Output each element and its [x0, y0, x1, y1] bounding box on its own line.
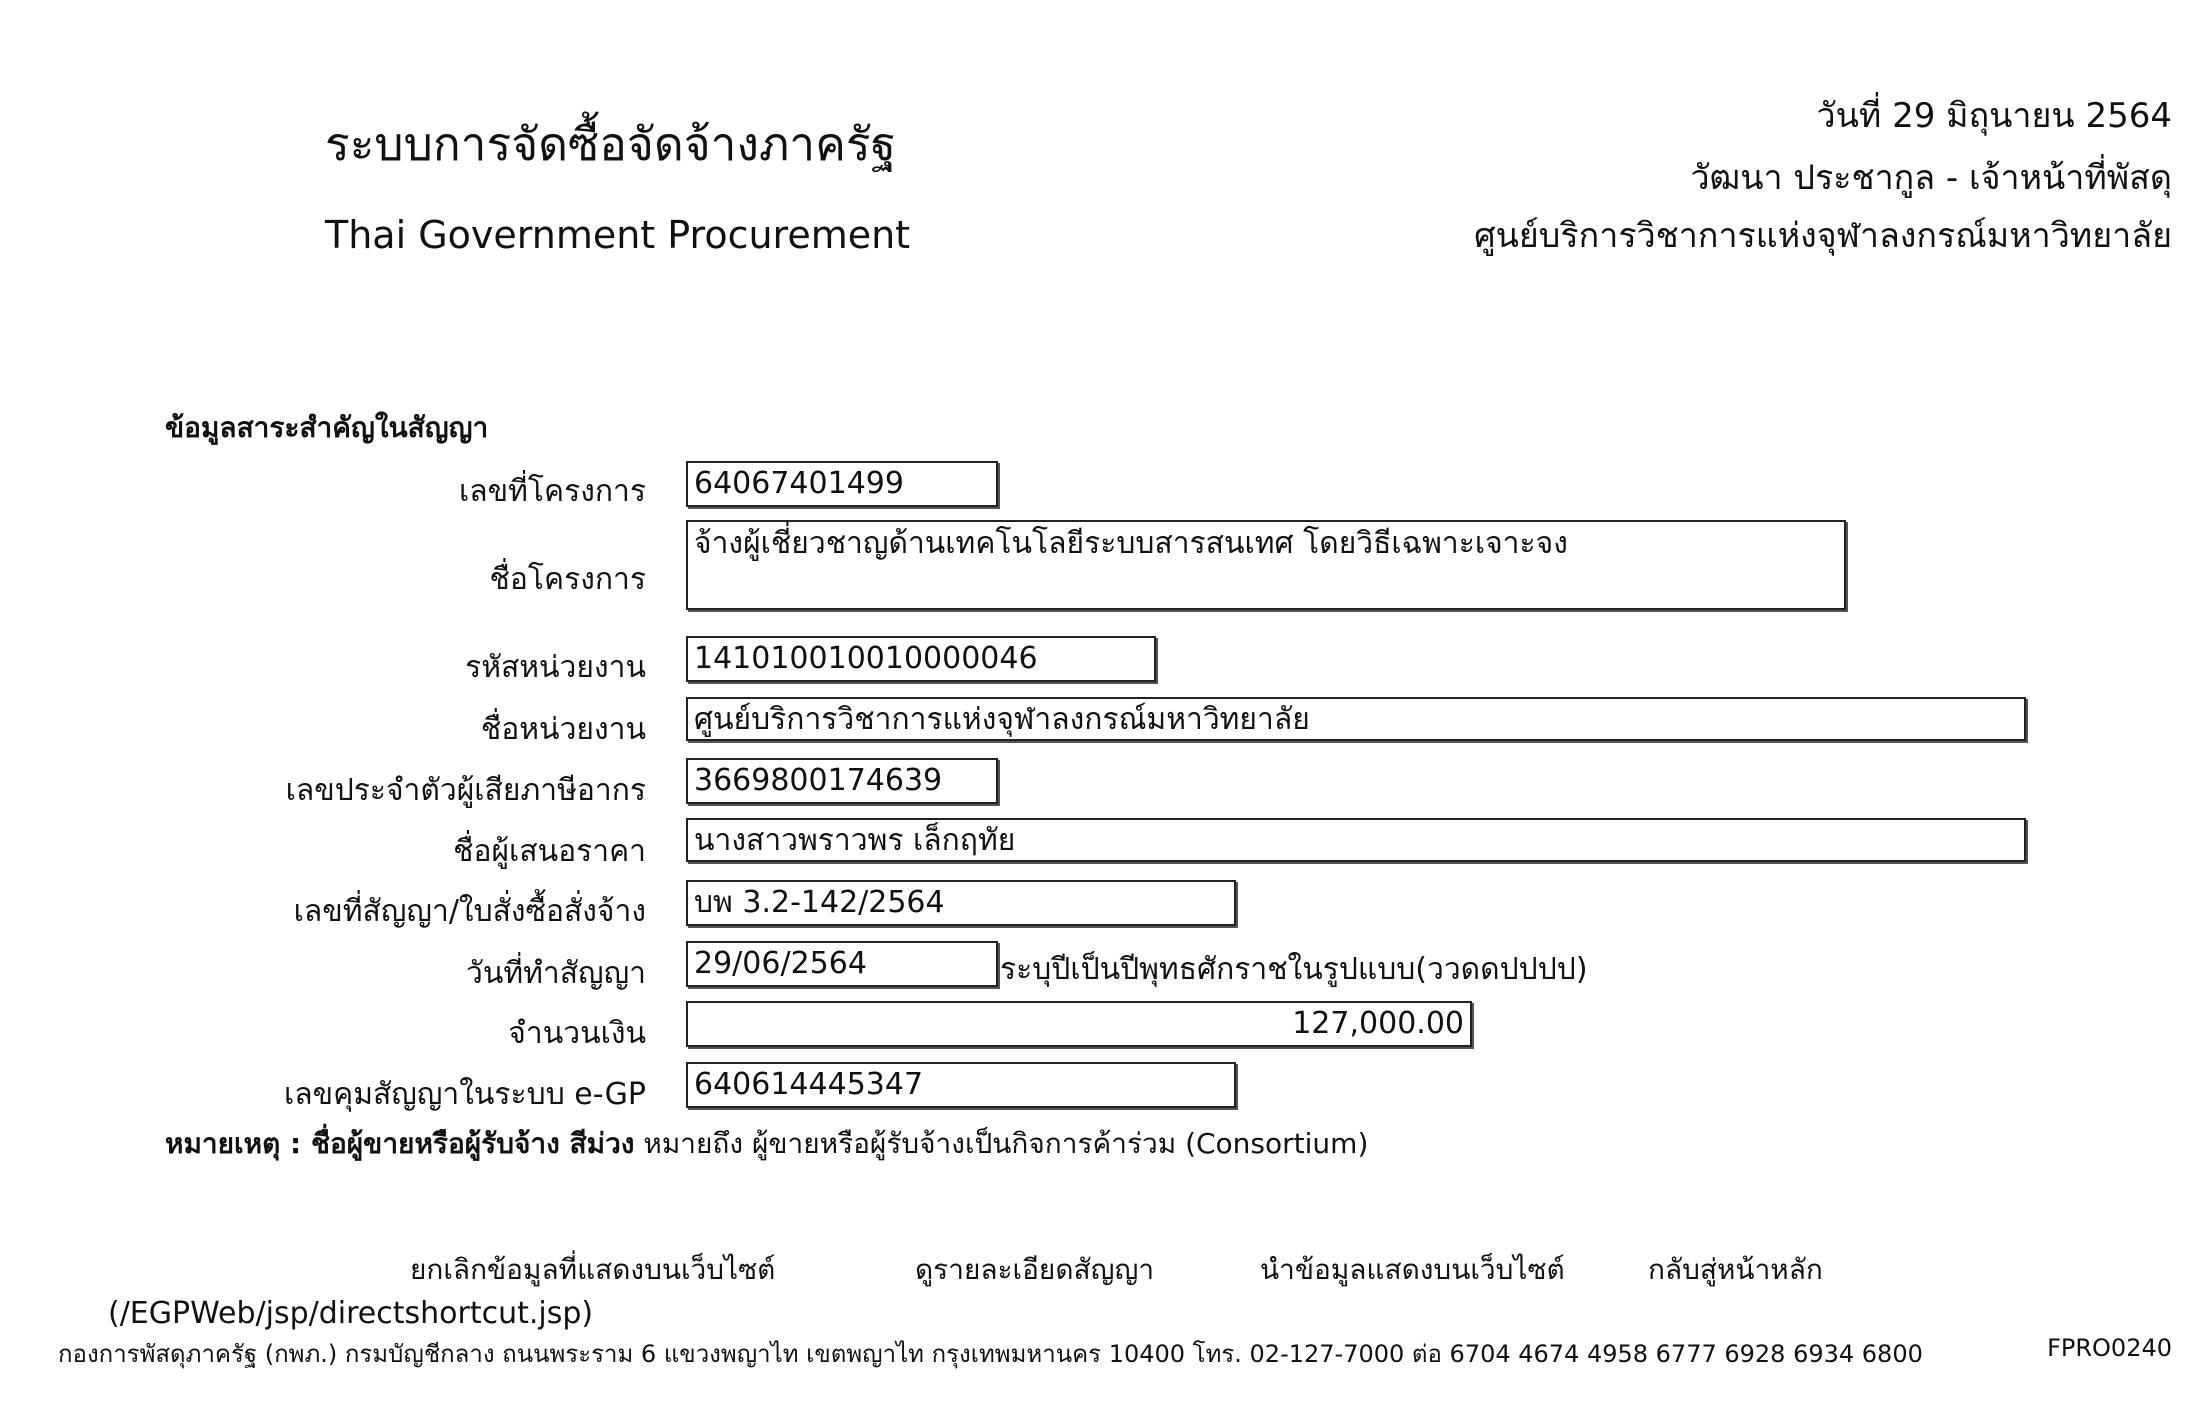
project-no-label: เลขที่โครงการ — [459, 474, 646, 509]
publish-link[interactable]: นำข้อมูลแสดงบนเว็บไซต์ — [1260, 1253, 1565, 1286]
agency-code-label: รหัสหน่วยงาน — [465, 650, 646, 685]
date-format-hint: ระบุปีเป็นปีพุทธศักราชในรูปแบบ(ววดดปปปป) — [1000, 952, 1588, 987]
system-title-thai: ระบบการจัดซื้อจัดจ้างภาครัฐ — [325, 117, 896, 171]
tax-id-field[interactable]: 3669800174639 — [686, 758, 998, 804]
contract-date-field[interactable]: 29/06/2564 — [686, 941, 998, 987]
back-home-link[interactable]: กลับสู่หน้าหลัก — [1648, 1253, 1823, 1286]
consortium-note — [165, 1122, 1368, 1166]
agency-code-field[interactable]: 141010010010000046 — [686, 636, 1156, 682]
agency-name-label: ชื่อหน่วยงาน — [480, 712, 646, 747]
note-text: หมายถึง ผู้ขายหรือผู้รับจ้างเป็นกิจการค้าร่วม (Consortium) — [634, 1127, 1369, 1160]
amount-label: จำนวนเงิน — [508, 1016, 646, 1051]
bidder-name-field[interactable]: นางสาวพราวพร เล็กฤทัย — [686, 818, 2026, 862]
section-title: ข้อมูลสาระสำคัญในสัญญา — [165, 411, 489, 444]
bidder-name-label: ชื่อผู้เสนอราคา — [453, 834, 646, 869]
contract-no-label: เลขที่สัญญา/ใบสั่งซื้อสั่งจ้าง — [293, 894, 646, 929]
report-date: วันที่ 29 มิถุนายน 2564 — [1816, 96, 2172, 136]
system-title-english: Thai Government Procurement — [325, 213, 911, 257]
view-contract-link[interactable]: ดูรายละเอียดสัญญา — [915, 1253, 1155, 1286]
tax-id-label: เลขประจำตัวผู้เสียภาษีอากร — [285, 773, 646, 808]
footer-address: กองการพัสดุภาครัฐ (กพภ.) กรมบัญชีกลาง ถนนพระราม 6 แขวงพญาไท เขตพญาไท กรุงเทพมหานคร 10400 โทร. 02-127-7000 ต่อ 6704 4674 4958 6777 6928 6934 6800 — [58, 1340, 1923, 1368]
page-url: (/EGPWeb/jsp/directshortcut.jsp) — [108, 1296, 594, 1331]
amount-field[interactable]: 127,000.00 — [686, 1001, 1472, 1047]
organization-name: ศูนย์บริการวิชาการแห่งจุฬาลงกรณ์มหาวิทยาลัย — [1474, 216, 2172, 256]
project-no-field[interactable]: 64067401499 — [686, 461, 998, 507]
contract-date-label: วันที่ทำสัญญา — [465, 956, 646, 991]
contract-no-field[interactable]: บพ 3.2-142/2564 — [686, 880, 1236, 926]
project-name-label: ชื่อโครงการ — [489, 562, 646, 597]
form-code: FPRO0240 — [2047, 1334, 2172, 1362]
note-prefix: หมายเหตุ : ชื่อผู้ขายหรือผู้รับจ้าง สีม่วง — [165, 1127, 635, 1160]
egp-control-no-field[interactable]: 640614445347 — [686, 1062, 1236, 1108]
egp-control-no-label: เลขคุมสัญญาในระบบ e-GP — [284, 1077, 646, 1112]
officer-name: วัฒนา ประชากูล - เจ้าหน้าที่พัสดุ — [1690, 158, 2172, 198]
project-name-field[interactable]: จ้างผู้เชี่ยวชาญด้านเทคโนโลยีระบบสารสนเทศ โดยวิธีเฉพาะเจาะจง — [686, 520, 1846, 610]
cancel-display-link[interactable]: ยกเลิกข้อมูลที่แสดงบนเว็บไซต์ — [410, 1253, 776, 1286]
agency-name-field[interactable]: ศูนย์บริการวิชาการแห่งจุฬาลงกรณ์มหาวิทยาลัย — [686, 697, 2026, 741]
